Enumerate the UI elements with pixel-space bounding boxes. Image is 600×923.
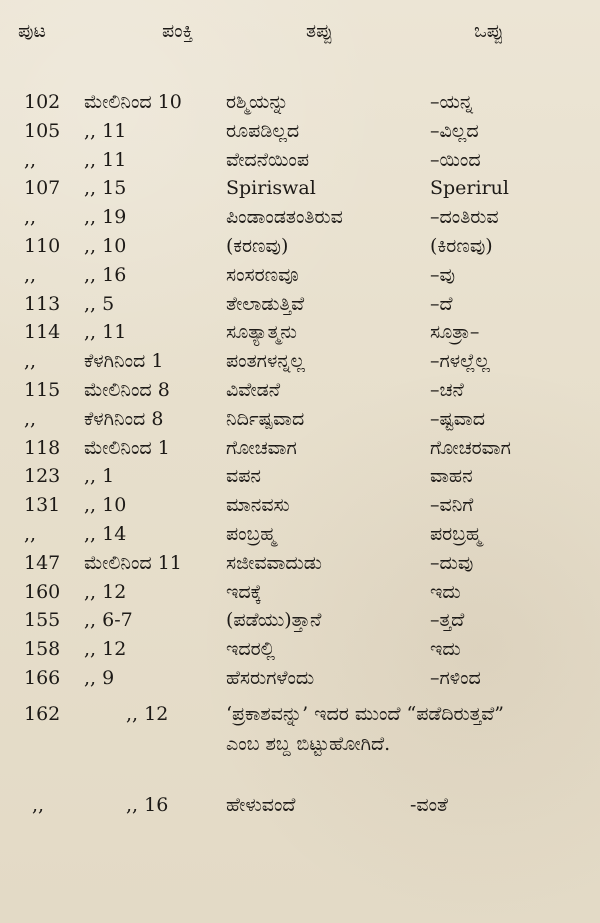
row-right: ಇದು xyxy=(430,638,461,661)
row-page: 147 xyxy=(24,551,61,574)
table-row xyxy=(0,318,600,347)
row-page: ,, xyxy=(24,206,37,229)
row-line: ,, 12 xyxy=(84,580,127,603)
row-line: ,, 19 xyxy=(84,206,127,229)
row-line: ,, 10 xyxy=(84,234,127,257)
row-line: ,, 11 xyxy=(84,148,127,171)
row-right: –ಯಿಂದ xyxy=(430,148,481,171)
row-wrong: ಪಂತಗಳನ್ನಲ್ಲ xyxy=(226,350,305,373)
row-wrong: ಸೂತ್ಯಾತ್ಮನು xyxy=(226,321,297,344)
row-wrong: ನಿರ್ದಿಷ್ಪವಾದ xyxy=(226,407,305,430)
row-wrong: ಸಜೀವವಾದುಡು xyxy=(226,551,322,574)
row-right: –ವಿಲ್ಲದ xyxy=(430,119,479,142)
table-row xyxy=(0,261,600,290)
table-row xyxy=(0,174,600,203)
spacer xyxy=(0,763,600,791)
table-row xyxy=(0,491,600,520)
row-line: ,, 11 xyxy=(84,321,127,344)
row-wrong: ವಪನ xyxy=(226,465,261,488)
row-line: ,, 6-7 xyxy=(84,609,133,632)
row-page: 113 xyxy=(24,292,61,315)
note-page: 162 xyxy=(24,702,61,725)
row-page: 166 xyxy=(24,666,61,689)
row-page: 110 xyxy=(24,234,61,257)
table-row xyxy=(0,203,600,232)
row-right: –ಗಳಿಂದ xyxy=(430,666,481,689)
header-right: ಒಪ್ಪು xyxy=(474,20,504,42)
row-page: ,, xyxy=(24,522,37,545)
table-row xyxy=(0,549,600,578)
table-row xyxy=(0,578,600,607)
row-right: –ಷ್ಟವಾದ xyxy=(430,407,485,430)
row-wrong: ಇದರಲ್ಲಿ xyxy=(226,638,276,661)
row-line: ಕೆಳಗಿನಿಂದ 1 xyxy=(84,350,164,373)
errata-table xyxy=(0,88,600,819)
row-page: 115 xyxy=(24,378,61,401)
table-row xyxy=(0,146,600,175)
table-row xyxy=(0,520,600,549)
row-page: 118 xyxy=(24,436,61,459)
row-right: (ಕಿರಣವು) xyxy=(430,234,493,257)
row-wrong: (ಪಡೆಯು)ತ್ತಾನೆ xyxy=(226,609,322,632)
row-page: 102 xyxy=(24,91,61,113)
row-line: ,, 10 xyxy=(84,494,127,517)
row-wrong: ಸಂಸರಣವೂ xyxy=(226,263,299,286)
table-row xyxy=(0,88,600,117)
row-wrong: ಮಾನವಸು xyxy=(226,494,290,517)
row-wrong: ರಶ್ಮಿಯನ್ನು xyxy=(226,91,289,113)
row-wrong: ವೇದನೆಯಿಂಪ xyxy=(226,148,310,171)
row-page: ,, xyxy=(24,407,37,430)
row-page: ,, xyxy=(24,263,37,286)
row-page: 123 xyxy=(24,465,61,488)
row-right: Sperirul xyxy=(430,177,509,200)
row-line: ಮೇಲಿನಿಂದ 10 xyxy=(84,91,182,113)
row-line: ,, 12 xyxy=(84,638,127,661)
final-line: ,, 16 xyxy=(126,793,169,816)
header-wrong: ತಪ್ಪು xyxy=(306,20,333,42)
table-row xyxy=(0,434,600,463)
row-right: ಗೋಚರವಾಗ xyxy=(430,436,511,459)
row-page: 105 xyxy=(24,119,61,142)
note-line: ,, 12 xyxy=(126,702,169,725)
row-line: ,, 11 xyxy=(84,119,127,142)
note-row xyxy=(0,699,600,763)
row-wrong: ವಿವೇಡನೆ xyxy=(226,378,281,401)
header-page: ಪುಟ xyxy=(18,20,46,42)
table-row xyxy=(0,405,600,434)
table-header xyxy=(0,20,600,50)
row-line: ,, 9 xyxy=(84,666,115,689)
table-row xyxy=(0,232,600,261)
row-right: –ದುವು xyxy=(430,551,474,574)
row-right: ವಾಹನ xyxy=(430,465,473,488)
row-wrong: ಪಿಂಡಾಂಡತಂತಿರುವ xyxy=(226,206,343,229)
row-page: 107 xyxy=(24,177,61,200)
row-line: ,, 15 xyxy=(84,177,127,200)
table-row xyxy=(0,290,600,319)
header-line: ಪಂಕ್ತಿ xyxy=(162,20,194,42)
final-wrong: ಹೇಳುವಂದೆ xyxy=(226,793,296,816)
row-line: ,, 14 xyxy=(84,522,127,545)
row-page: ,, xyxy=(24,148,37,171)
row-wrong: ತೇಲಾಡುತ್ತಿವೆ xyxy=(226,292,305,315)
row-page: 114 xyxy=(24,321,61,344)
row-right: –ತ್ತದೆ xyxy=(430,609,465,632)
row-wrong: ಹೆಸರುಗಳೆಂದು xyxy=(226,666,315,689)
row-line: ,, 16 xyxy=(84,263,127,286)
table-row xyxy=(0,606,600,635)
row-right: –ಗಳಲ್ಲೆಲ್ಲ xyxy=(430,350,491,373)
note-text-line-2: ಎಂಬ ಶಬ್ದ ಬಿಟ್ಟುಹೋಗಿದೆ. xyxy=(226,732,391,755)
row-line: ಕೆಳಗಿನಿಂದ 8 xyxy=(84,407,164,430)
row-right: ಇದು xyxy=(430,580,461,603)
row-page: 155 xyxy=(24,609,61,632)
final-row xyxy=(0,791,600,819)
row-wrong: ರೂಪಡಿಲ್ಲದ xyxy=(226,119,300,142)
row-line: ಮೇಲಿನಿಂದ 1 xyxy=(84,436,170,459)
final-page: ,, xyxy=(32,793,45,816)
row-right: –ವನಿಗೆ xyxy=(430,494,474,517)
table-row xyxy=(0,347,600,376)
table-row xyxy=(0,462,600,491)
final-right: -ವಂತೆ xyxy=(410,793,448,816)
row-right: –ದಂತಿರುವ xyxy=(430,206,499,229)
table-row xyxy=(0,117,600,146)
table-row xyxy=(0,664,600,693)
note-text xyxy=(226,699,586,759)
table-row xyxy=(0,376,600,405)
row-page: 160 xyxy=(24,580,61,603)
row-line: ಮೇಲಿನಿಂದ 11 xyxy=(84,551,182,574)
row-right: ಪರಬ್ರಹ್ಮ xyxy=(430,522,482,545)
row-right: –ಯನ್ನ xyxy=(430,91,473,113)
row-right: –ದೆ xyxy=(430,292,453,315)
row-page: 131 xyxy=(24,494,61,517)
row-wrong: ಇದಕ್ಕೆ xyxy=(226,580,262,603)
row-wrong: Spiriswal xyxy=(226,177,316,200)
row-line: ,, 5 xyxy=(84,292,115,315)
row-right: ಸೂತ್ರಾ– xyxy=(430,321,480,344)
row-page: ,, xyxy=(24,350,37,373)
row-wrong: ಗೋಚವಾಗ xyxy=(226,436,297,459)
note-text-line-1: ‘ಪ್ರಕಾಶವನ್ನು’ ಇದರ ಮುಂದೆ “ಪಡೆದಿರುತ್ತವೆ” xyxy=(226,702,504,725)
row-line: ,, 1 xyxy=(84,465,115,488)
row-line: ಮೇಲಿನಿಂದ 8 xyxy=(84,378,170,401)
row-page: 158 xyxy=(24,638,61,661)
row-right: –ಚನೆ xyxy=(430,378,464,401)
row-right: –ವು xyxy=(430,263,455,286)
row-wrong: (ಕರಣವು) xyxy=(226,234,289,257)
table-row xyxy=(0,635,600,664)
row-wrong: ಪಂಬ್ರಹ್ಮ xyxy=(226,522,277,545)
